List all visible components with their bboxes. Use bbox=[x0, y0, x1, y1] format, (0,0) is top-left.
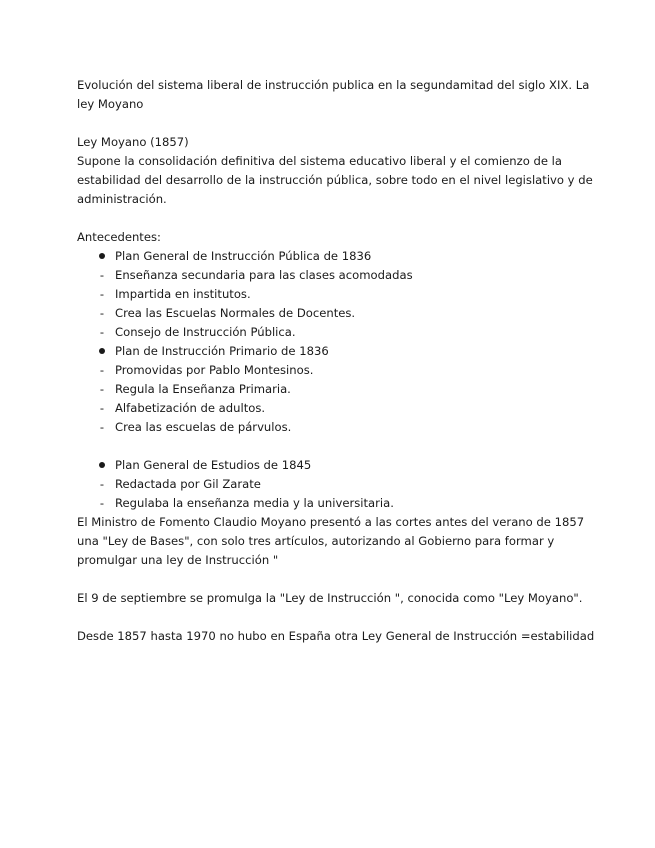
dash-marker bbox=[96, 304, 108, 323]
list-item-text: Impartida en institutos. bbox=[115, 287, 251, 301]
dash-marker bbox=[96, 266, 108, 285]
list-item-text: Regula la Enseñanza Primaria. bbox=[115, 382, 291, 396]
list-item bbox=[77, 399, 597, 418]
list-item-text: Crea las Escuelas Normales de Docentes. bbox=[115, 306, 356, 320]
list-item bbox=[77, 304, 597, 323]
list-item-text: Plan de Instrucción Primario de 1836 bbox=[115, 344, 329, 358]
spacer bbox=[77, 608, 597, 627]
dash-marker bbox=[96, 361, 108, 380]
antecedentes-list bbox=[77, 247, 597, 437]
promulga-paragraph: El 9 de septiembre se promulga la "Ley de Instrucción ", conocida como "Ley Moyano". bbox=[77, 591, 583, 605]
list-item bbox=[77, 342, 597, 361]
list-item-text: Plan General de Instrucción Pública de 1836 bbox=[115, 249, 372, 263]
dash-marker bbox=[96, 399, 108, 418]
ministro-paragraph: El Ministro de Fomento Claudio Moyano presentó a las cortes antes del verano de 1857 una "Ley de Bases", con solo tres artículos, autorizando al Gobierno para formar y promulgar una ley de Instrucción " bbox=[77, 515, 585, 567]
dash-marker bbox=[96, 285, 108, 304]
estabilidad-paragraph: Desde 1857 hasta 1970 no hubo en España otra Ley General de Instrucción =estabilidad bbox=[77, 629, 595, 643]
list-item bbox=[77, 323, 597, 342]
spacer bbox=[77, 570, 597, 589]
section-heading: Ley Moyano (1857) bbox=[77, 135, 189, 149]
list-item-text: Plan General de Estudios de 1845 bbox=[115, 458, 312, 472]
plan-1845-list bbox=[77, 456, 597, 513]
spacer bbox=[77, 114, 597, 133]
list-item bbox=[77, 266, 597, 285]
list-item-text: Consejo de Instrucción Pública. bbox=[115, 325, 296, 339]
list-item bbox=[77, 475, 597, 494]
dash-marker bbox=[96, 475, 108, 494]
list-item-text: Regulaba la enseñanza media y la universitaria. bbox=[115, 496, 394, 510]
document-title: Evolución del sistema liberal de instrucción publica en la segundamitad del siglo XIX. La ley Moyano bbox=[77, 78, 590, 111]
list-item-text: Alfabetización de adultos. bbox=[115, 401, 266, 415]
list-item-text: Promovidas por Pablo Montesinos. bbox=[115, 363, 314, 377]
intro-paragraph: Supone la consolidación definitiva del sistema educativo liberal y el comienzo de la estabilidad del desarrollo de la instrucción pública, sobre todo en el nivel legislativo y de administración. bbox=[77, 154, 593, 206]
dash-marker bbox=[96, 323, 108, 342]
list-item bbox=[77, 361, 597, 380]
list-item-text: Crea las escuelas de párvulos. bbox=[115, 420, 292, 434]
list-item bbox=[77, 380, 597, 399]
list-item-text: Enseñanza secundaria para las clases acomodadas bbox=[115, 268, 413, 282]
spacer bbox=[77, 209, 597, 228]
spacer bbox=[77, 437, 597, 456]
list-item bbox=[77, 418, 597, 437]
dash-marker bbox=[96, 380, 108, 399]
list-item-text: Redactada por Gil Zarate bbox=[115, 477, 261, 491]
dash-marker bbox=[96, 418, 108, 437]
bullet-marker bbox=[96, 247, 108, 266]
document-body bbox=[77, 76, 597, 646]
bullet-marker bbox=[96, 342, 108, 361]
list-item bbox=[77, 247, 597, 266]
antecedentes-label: Antecedentes: bbox=[77, 230, 161, 244]
list-item bbox=[77, 285, 597, 304]
bullet-marker bbox=[96, 456, 108, 475]
dash-marker bbox=[96, 494, 108, 513]
list-item bbox=[77, 494, 597, 513]
list-item bbox=[77, 456, 597, 475]
